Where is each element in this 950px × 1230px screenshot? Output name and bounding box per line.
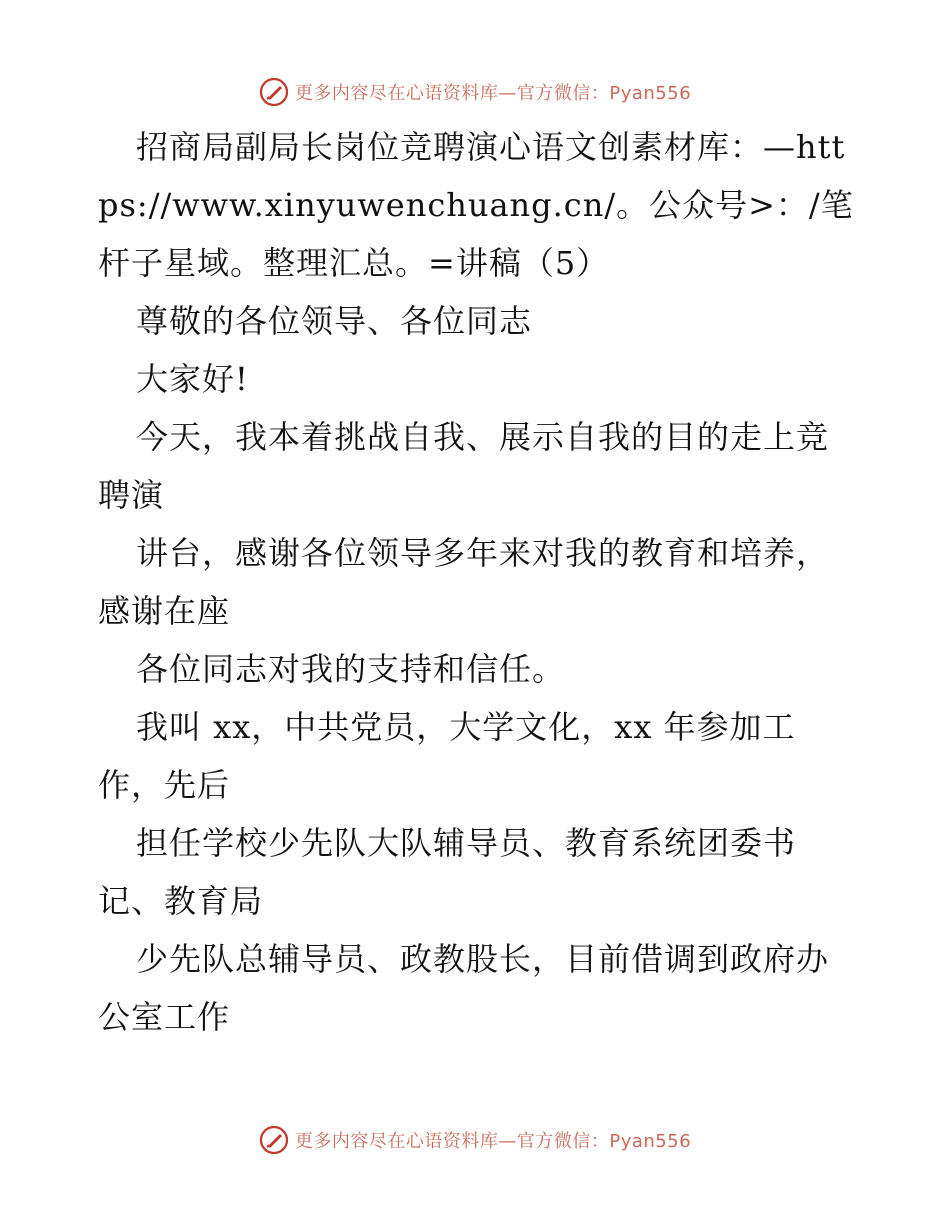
header-watermark-text: 更多内容尽在心语资料库—官方微信：Pyan556 (294, 83, 692, 104)
paragraph-body: 各位同志对我的支持和信任。 (136, 650, 566, 688)
footer-watermark-banner (0, 1120, 950, 1160)
paragraph-salutation: 尊敬的各位领导、各位同志 (136, 302, 533, 340)
paragraph-body: 讲台，感谢各位领导多年来对我的教育和培养，感谢在座 (98, 534, 830, 630)
header-watermark-banner (0, 72, 950, 112)
quill-pen-logo-icon (259, 77, 289, 107)
paragraph-title: 招商局副局长岗位竞聘演心语文创素材库：—https://www.xinyuwenchuang.cn/。公众号>：/笔杆子星域。整理汇总。=讲稿（5） (98, 128, 854, 282)
paragraph-body: 我叫 xx，中共党员，大学文化，xx 年参加工作，先后 (98, 708, 796, 804)
paragraph-body: 今天，我本着挑战自我、展示自我的目的走上竞聘演 (98, 418, 830, 514)
paragraph-greeting: 大家好! (136, 360, 249, 398)
document-body (98, 118, 858, 1046)
quill-pen-logo-icon (259, 1125, 289, 1155)
paragraph-body: 担任学校少先队大队辅导员、教育系统团委书记、教育局 (98, 824, 797, 920)
footer-watermark-text: 更多内容尽在心语资料库—官方微信：Pyan556 (294, 1131, 692, 1152)
paragraph-body: 少先队总辅导员、政教股长，目前借调到政府办公室工作 (98, 940, 830, 1036)
